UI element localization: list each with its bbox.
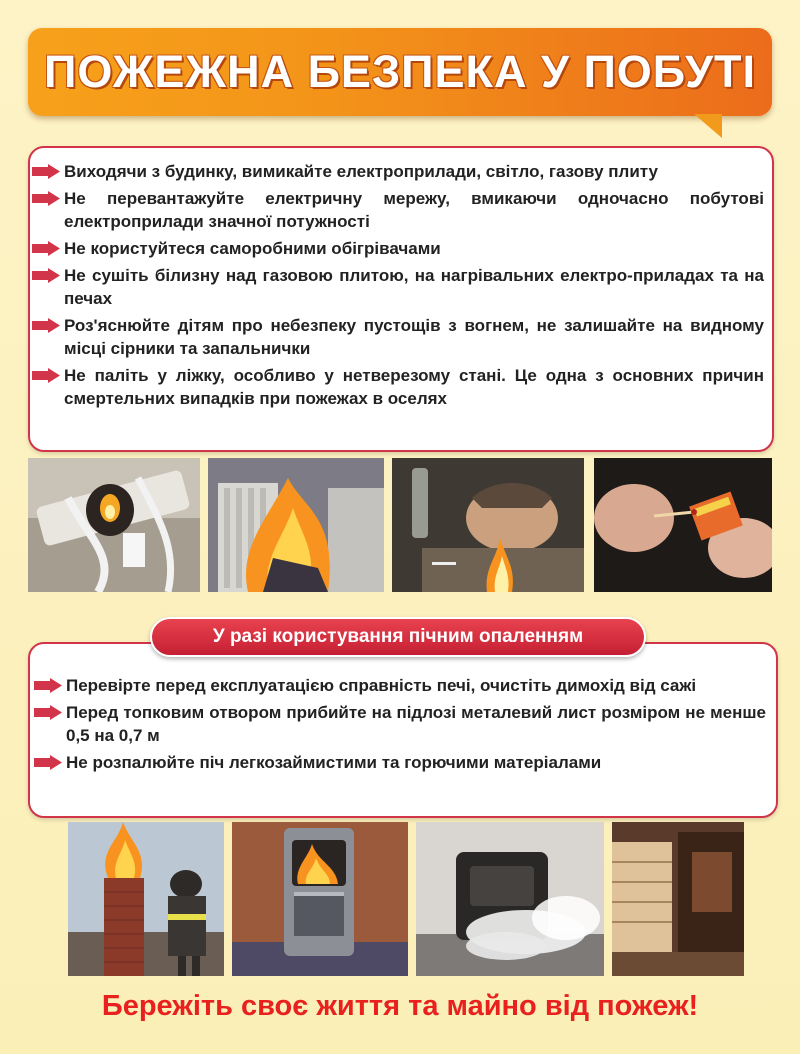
smoking-stove-photo (416, 822, 604, 976)
arrow-bullet-icon (34, 755, 62, 770)
rule-text: Не користуйтеся саморобними обігрівачами (64, 239, 441, 258)
main-rules-panel (28, 146, 774, 452)
arrow-bullet-icon (34, 678, 62, 693)
rule-text: Виходячи з будинку, вимикайте електроприлади, світло, газову плиту (64, 162, 658, 181)
list-item (64, 314, 764, 360)
rule-text: Не розпалюйте піч легкозаймистими та горючими матеріалами (66, 753, 602, 772)
list-item (64, 237, 764, 260)
burning-power-strip-photo (28, 458, 200, 592)
rule-text: Не перевантажуйте електричну мережу, вмикаючи одночасно побутові електроприлади значної потужності (64, 189, 764, 231)
title-banner (28, 28, 772, 116)
arrow-bullet-icon (32, 191, 60, 206)
person-asleep-with-cigarette-photo (392, 458, 584, 592)
list-item (66, 751, 766, 774)
stove-rules-list (66, 674, 766, 778)
arrow-bullet-icon (32, 164, 60, 179)
stove-section-heading-text: У разі користування пічним опаленням (212, 626, 584, 647)
list-item (66, 701, 766, 747)
rule-text: Не паліть у ліжку, особливо у нетверезому стані. Це одна з основних причин смертельних випадків при пожежах в оселях (64, 366, 764, 408)
arrow-bullet-icon (34, 705, 62, 720)
rule-text: Перед топковим отвором прибийте на підлозі металевий лист розміром не менше 0,5 на 0,7 м (66, 703, 766, 745)
burning-heater-photo (208, 458, 384, 592)
stove-rules-panel (28, 642, 778, 818)
wood-stove-fire-photo (232, 822, 408, 976)
rule-text: Перевірте перед експлуатацією справність печі, очистіть димохід від сажі (66, 676, 697, 695)
footer-slogan: Бережіть своє життя та майно від пожеж! (101, 990, 699, 1022)
list-item (64, 264, 764, 310)
burned-room-photo (612, 822, 744, 976)
arrow-bullet-icon (32, 268, 60, 283)
arrow-bullet-icon (32, 241, 60, 256)
stove-section-heading (150, 617, 646, 657)
arrow-bullet-icon (32, 318, 60, 333)
rule-text: Не сушіть білизну над газовою плитою, на нагрівальних електро-приладах та на печах (64, 266, 764, 308)
main-rules-list (64, 160, 764, 414)
arrow-bullet-icon (32, 368, 60, 383)
page-title: ПОЖЕЖНА БЕЗПЕКА У ПОБУТІ (43, 46, 757, 97)
rule-text: Роз'яснюйте дітям про небезпеку пустощів з вогнем, не залишайте на видному місці сірники та запальнички (64, 316, 764, 358)
list-item (64, 160, 764, 183)
firefighter-chimney-photo (68, 822, 224, 976)
child-with-matches-photo (594, 458, 772, 592)
list-item (66, 674, 766, 697)
list-item (64, 364, 764, 410)
list-item (64, 187, 764, 233)
